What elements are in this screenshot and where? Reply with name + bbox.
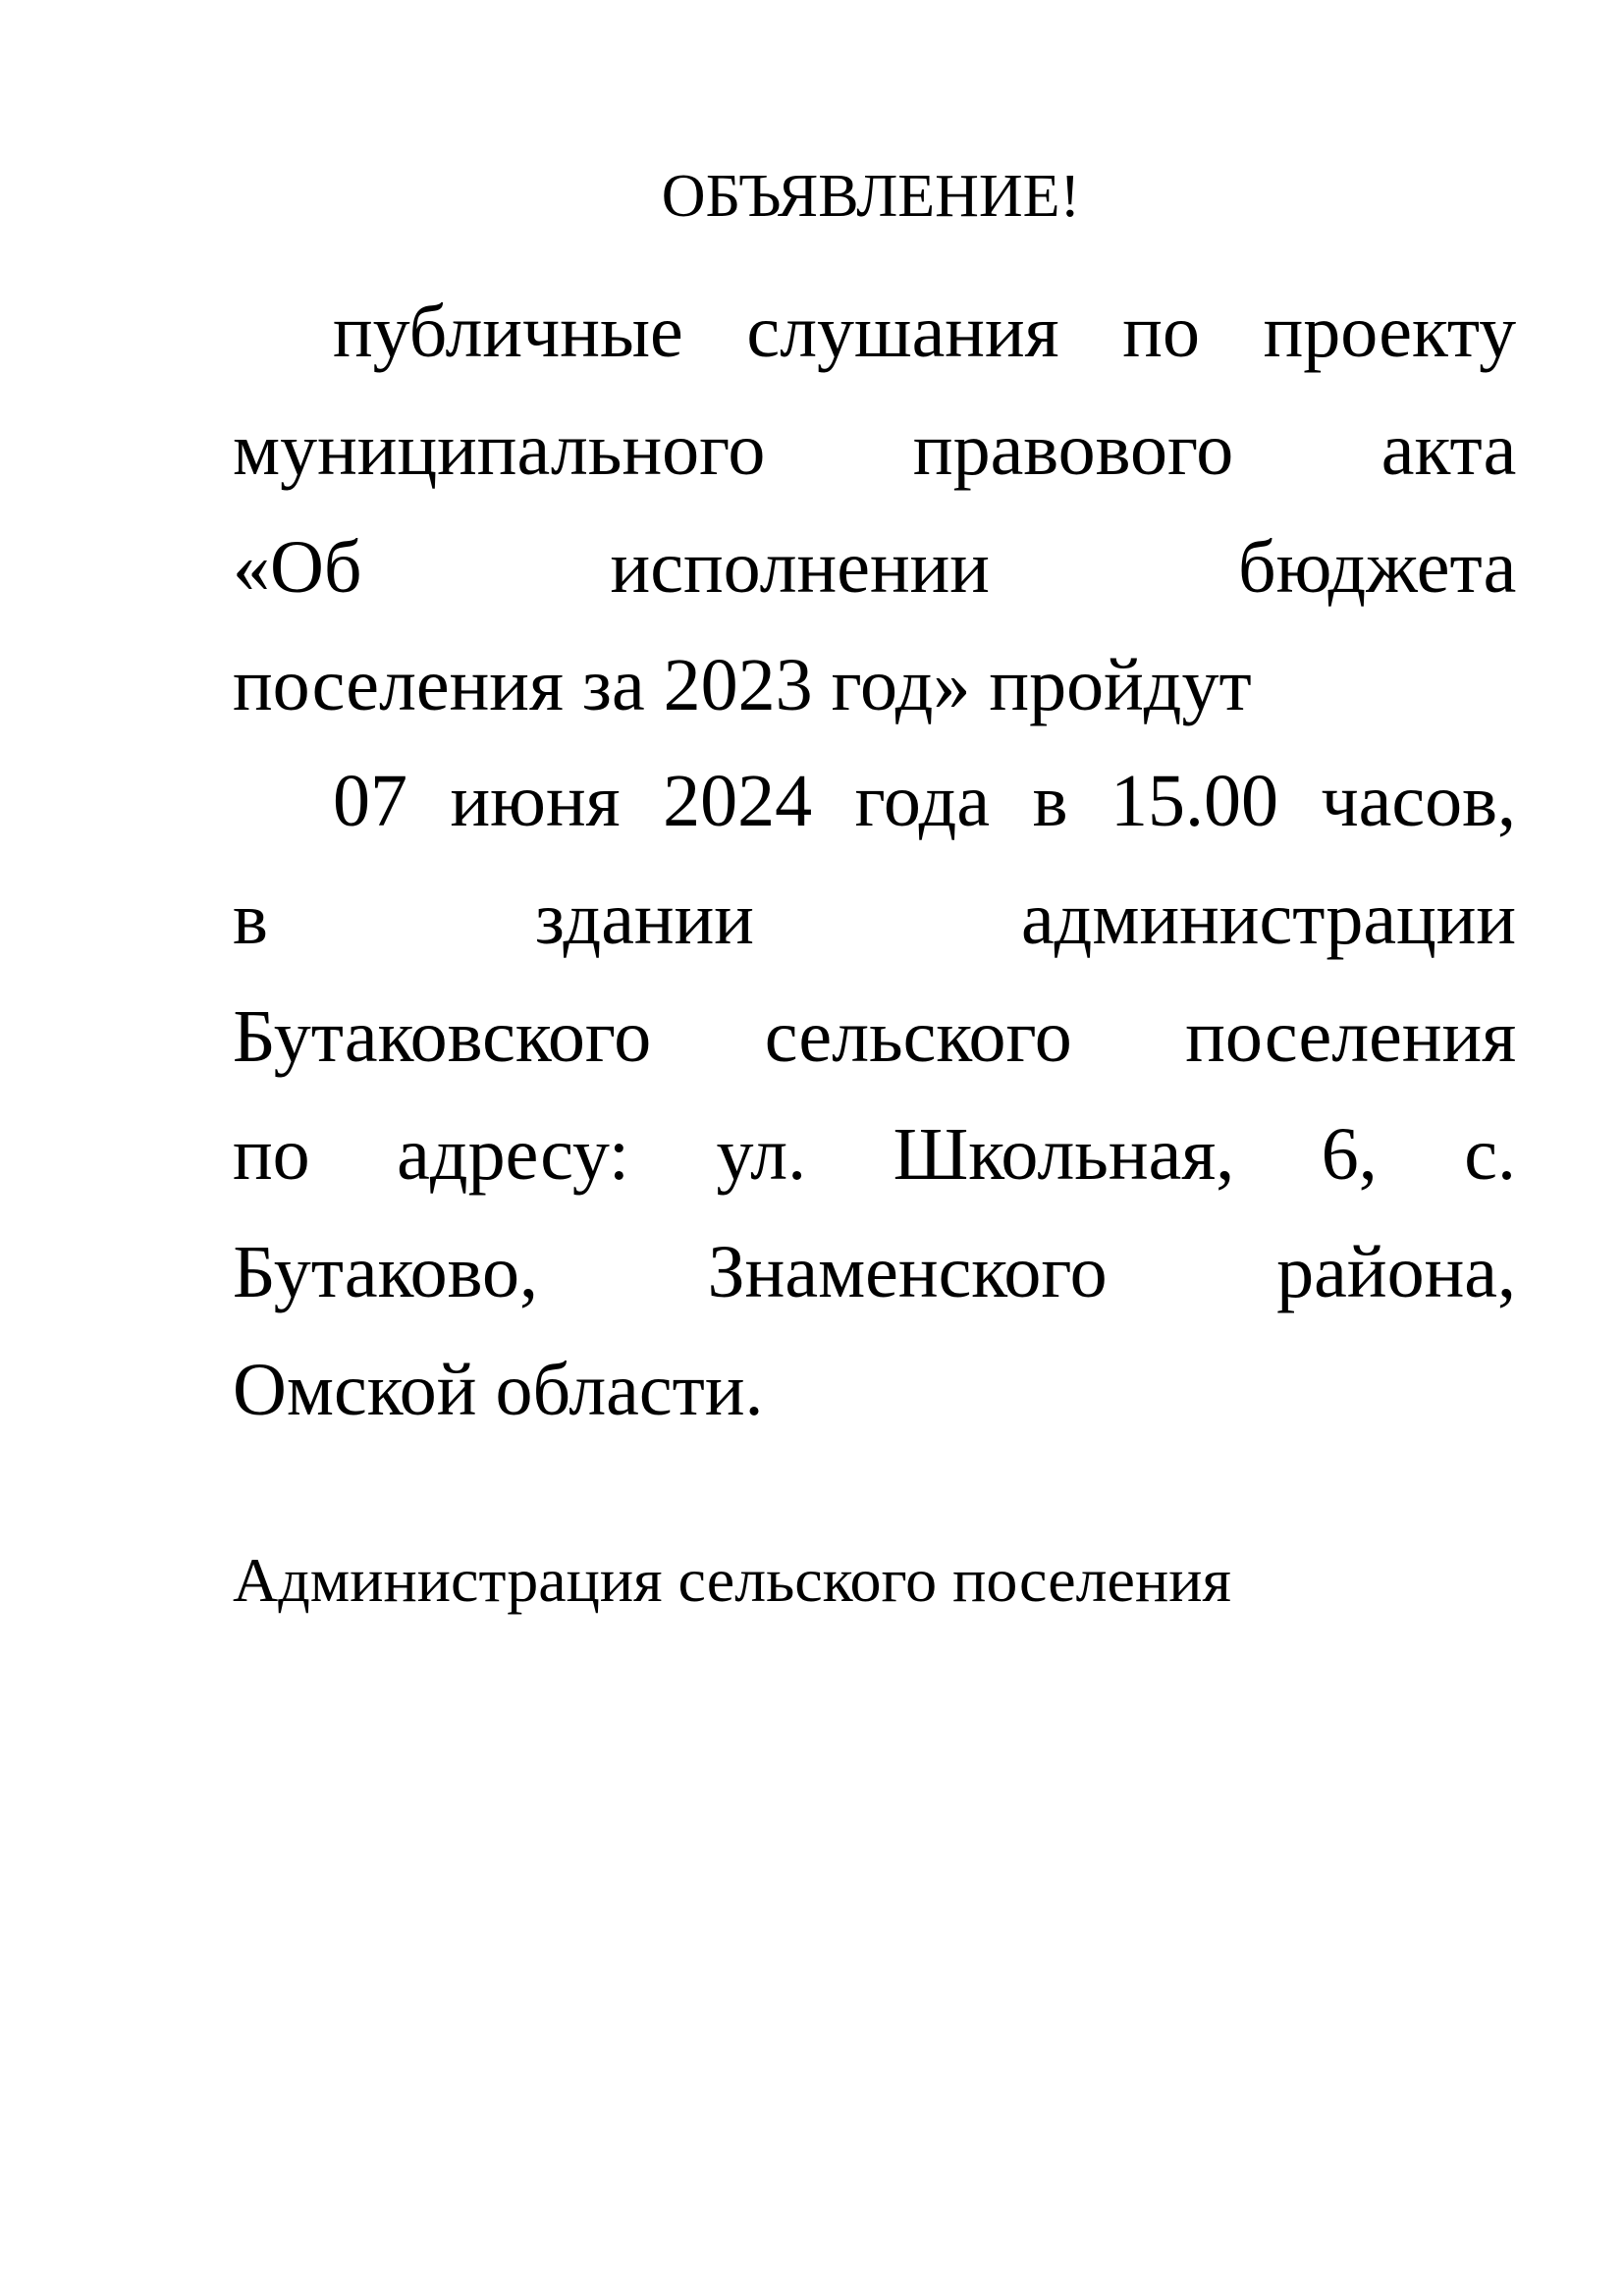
signature-administration: Администрация сельского поселения xyxy=(233,1545,1231,1615)
paragraph-line: 07 июня 2024 года в 15.00 часов, xyxy=(333,760,1517,842)
paragraph-line: в здании администрации xyxy=(233,878,1517,960)
announcement-title: ОБЪЯВЛЕНИЕ! xyxy=(661,163,1081,230)
paragraph-line: Бутаково, Знаменского района, xyxy=(233,1231,1516,1313)
paragraph-line: публичные слушания по проекту xyxy=(333,291,1517,373)
paragraph-hearings xyxy=(233,273,1516,744)
paragraph-date-location xyxy=(233,742,1516,1449)
paragraph-line: Омской области. xyxy=(233,1349,764,1431)
paragraph-line: по адресу: ул. Школьная, 6, с. xyxy=(233,1113,1516,1196)
paragraph-line: муниципального правового акта xyxy=(233,408,1517,491)
paragraph-line: поселения за 2023 год» пройдут xyxy=(233,644,1252,726)
paragraph-line: Бутаковского сельского поселения xyxy=(233,995,1517,1078)
paragraph-line: «Об исполнении бюджета xyxy=(233,526,1517,609)
